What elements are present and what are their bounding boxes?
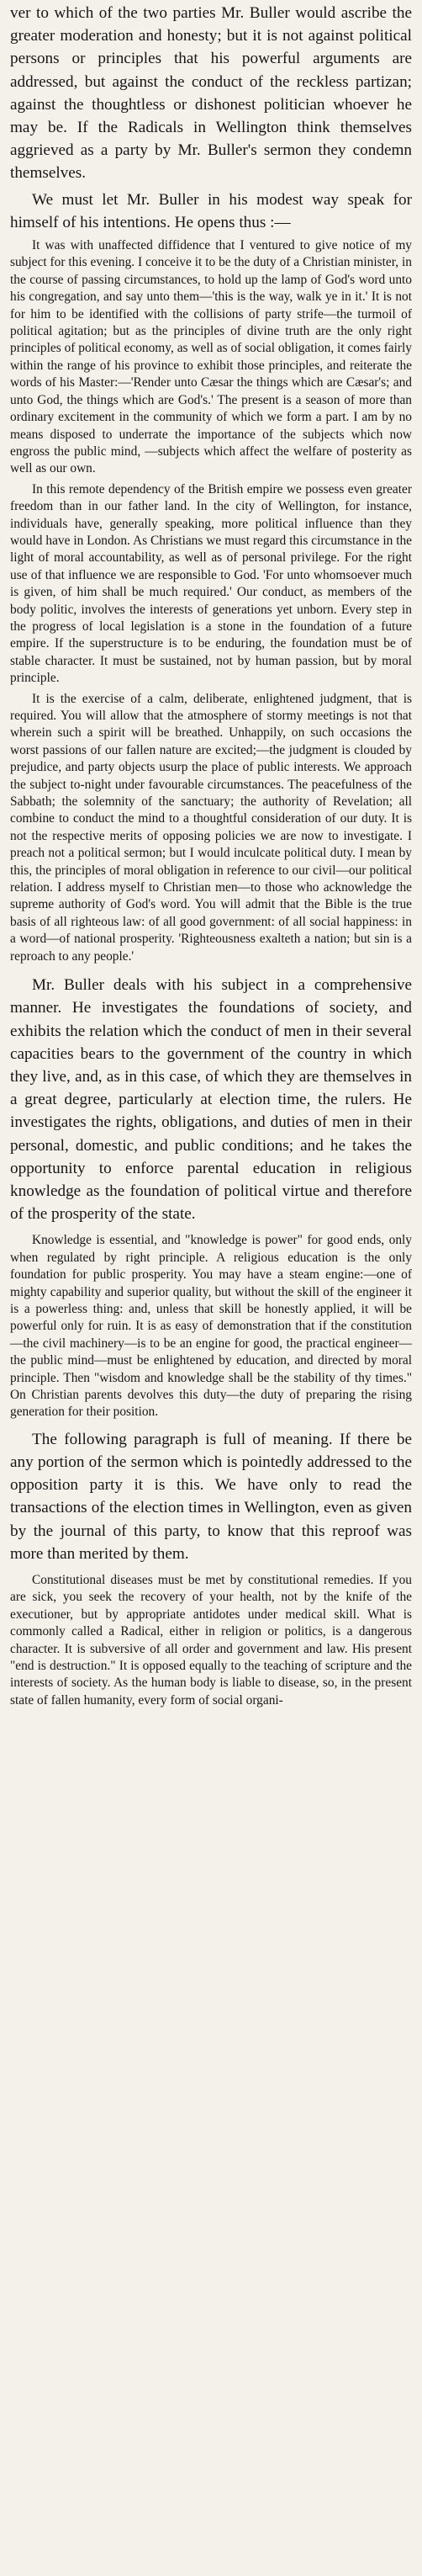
article-paragraph: ver to which of the two parties Mr. Buller would ascribe the greater moderation and honesty; but it is not against political persons or principles that his powerful arguments are addressed, but against the conduct of the reckless partizan; against the thoughtless or dishonest politician whoever he may be. If the Radicals in Wellington think themselves aggrieved as a party by Mr. Buller's sermon they condemn themselves. [10, 4, 412, 183]
article-paragraph: Mr. Buller deals with his subject in a comprehensive manner. He investigates the foundations of society, and exhibits the relation which the conduct of men in their several capacities bears to the government of the country in which they live, and, as in this case, of which they are themselves in a great degree, particularly at election time, the rulers. He investigates the rights, obligations, and duties of men in their personal, domestic, and public conditions; and he takes the opportunity to enforce parental education in religious knowledge as the foundation of political virtue and therefore of the prosperity of the state. [10, 976, 412, 1224]
article-paragraph: The following paragraph is full of meaning. If there be any portion of the sermon which is pointedly addressed to the opposition party it is this. We have only to read the transactions of the election times in Wellington, even as given by the journal of this party, to know that this reproof was more than merited by them. [10, 1430, 412, 1563]
sermon-quote-paragraph: In this remote dependency of the British empire we possess even greater freedom than in our father land. In the city of Wellington, for instance, individuals have, generally speaking, more political influence than they would have in London. As Christians we must regard this circumstance in the light of moral accountability, as well as of personal privilege. For the right use of that influence we are responsible to God. 'For unto whomsoever much is given, of him shall be much required.' Our conduct, as members of the body politic, involves the interests of generations yet unborn. Every step in the progress of local legislation is a stone in the foundation of a future empire. If the superstructure is to be enduring, the foundation must be of stable character. It must be sustained, not by human passion, but by moral principle. [10, 481, 412, 686]
sermon-quote-paragraph: It is the exercise of a calm, deliberate, enlightened judgment, that is required. You will allow that the atmosphere of stormy meetings is not that wherein such a spirit will be breathed. Unhappily, on such occasions the worst passions of our fallen nature are excited;—the judgment is clouded by prejudice, and party objects usurp the place of public interests. We approach the subject to-night under favourable circumstances. The peacefulness of the Sabbath; the solemnity of the sanctuary; the authority of Revelation; all combine to conduct the mind to a thoughtful consideration of our duty. It is not the respective merits of opposing policies we are now to investigate. I preach not a political sermon; but I would inculcate political duty. I mean by this, the principles of moral obligation in reference to our civil—our political relation. I address myself to Christian men—to those who acknowledge the supreme authority of God's word. You will admit that the Bible is the true basis of all righteous law: of all good government: of all social happiness: in a word—of national prosperity. 'Righteousness exalteth a nation; but sin is a reproach to any people.' [10, 691, 412, 964]
article-paragraph: We must let Mr. Buller in his modest way speak for himself of his intentions. He opens thus :— [10, 190, 412, 231]
sermon-quote-paragraph: It was with unaffected diffidence that I ventured to give notice of my subject for this evening. I conceive it to be the duty of a Christian minister, in the course of passing circumstances, to hold up the lamp of God's word unto his congregation, and say unto them—'this is the way, walk ye in it.' It is not for him to be identified with the collisions of party strife—the turmoil of political agitation; but as the principles of divine truth are the only right principles of political economy, as well as of social obligation, it comes fairly within the range of his province to exhibit those principles, and reiterate the words of his Master:—'Render unto Cæsar the things which are Cæsar's; and unto God, the things which are God's.' The present is a season of more than ordinary excitement in the community of which we form a part. I am by no means disposed to underrate the importance of the subjects which now engross the public mind, —subjects which affect the welfare of posterity as well as our own. [10, 238, 412, 476]
sermon-quote-paragraph: Knowledge is essential, and "knowledge is power" for good ends, only when regulated by right principle. A religious education is the only foundation for public prosperity. You may have a steam engine:—one of mighty capability and superior quality, but without the skill of the engineer it is a powerless thing: and, unless that skill be honestly applied, it will be powerful only for ruin. It is as easy of demonstration that if the constitution—the civil machinery—is to be an engine for good, the practical engineer—the public mind—must be enlightened by education, and directed by moral principle. Then "wisdom and knowledge shall be the stability of thy times." On Christian parents devolves this duty—the duty of preparing the rising generation for their position. [10, 1233, 412, 1420]
sermon-quote-paragraph: Constitutional diseases must be met by constitutional remedies. If you are sick, you seek the recovery of your health, not by the knife of the executioner, but by appropriate antidotes under medical skill. What is commonly called a Radical, either in religion or politics, is a dangerous character. It is subversive of all order and government and law. His present "end is destruction." It is opposed equally to the teaching of scripture and the interests of society. As the human body is liable to disease, so, in the present state of fallen humanity, every form of social organi- [10, 1573, 412, 1708]
newspaper-column [10, 0, 412, 2576]
